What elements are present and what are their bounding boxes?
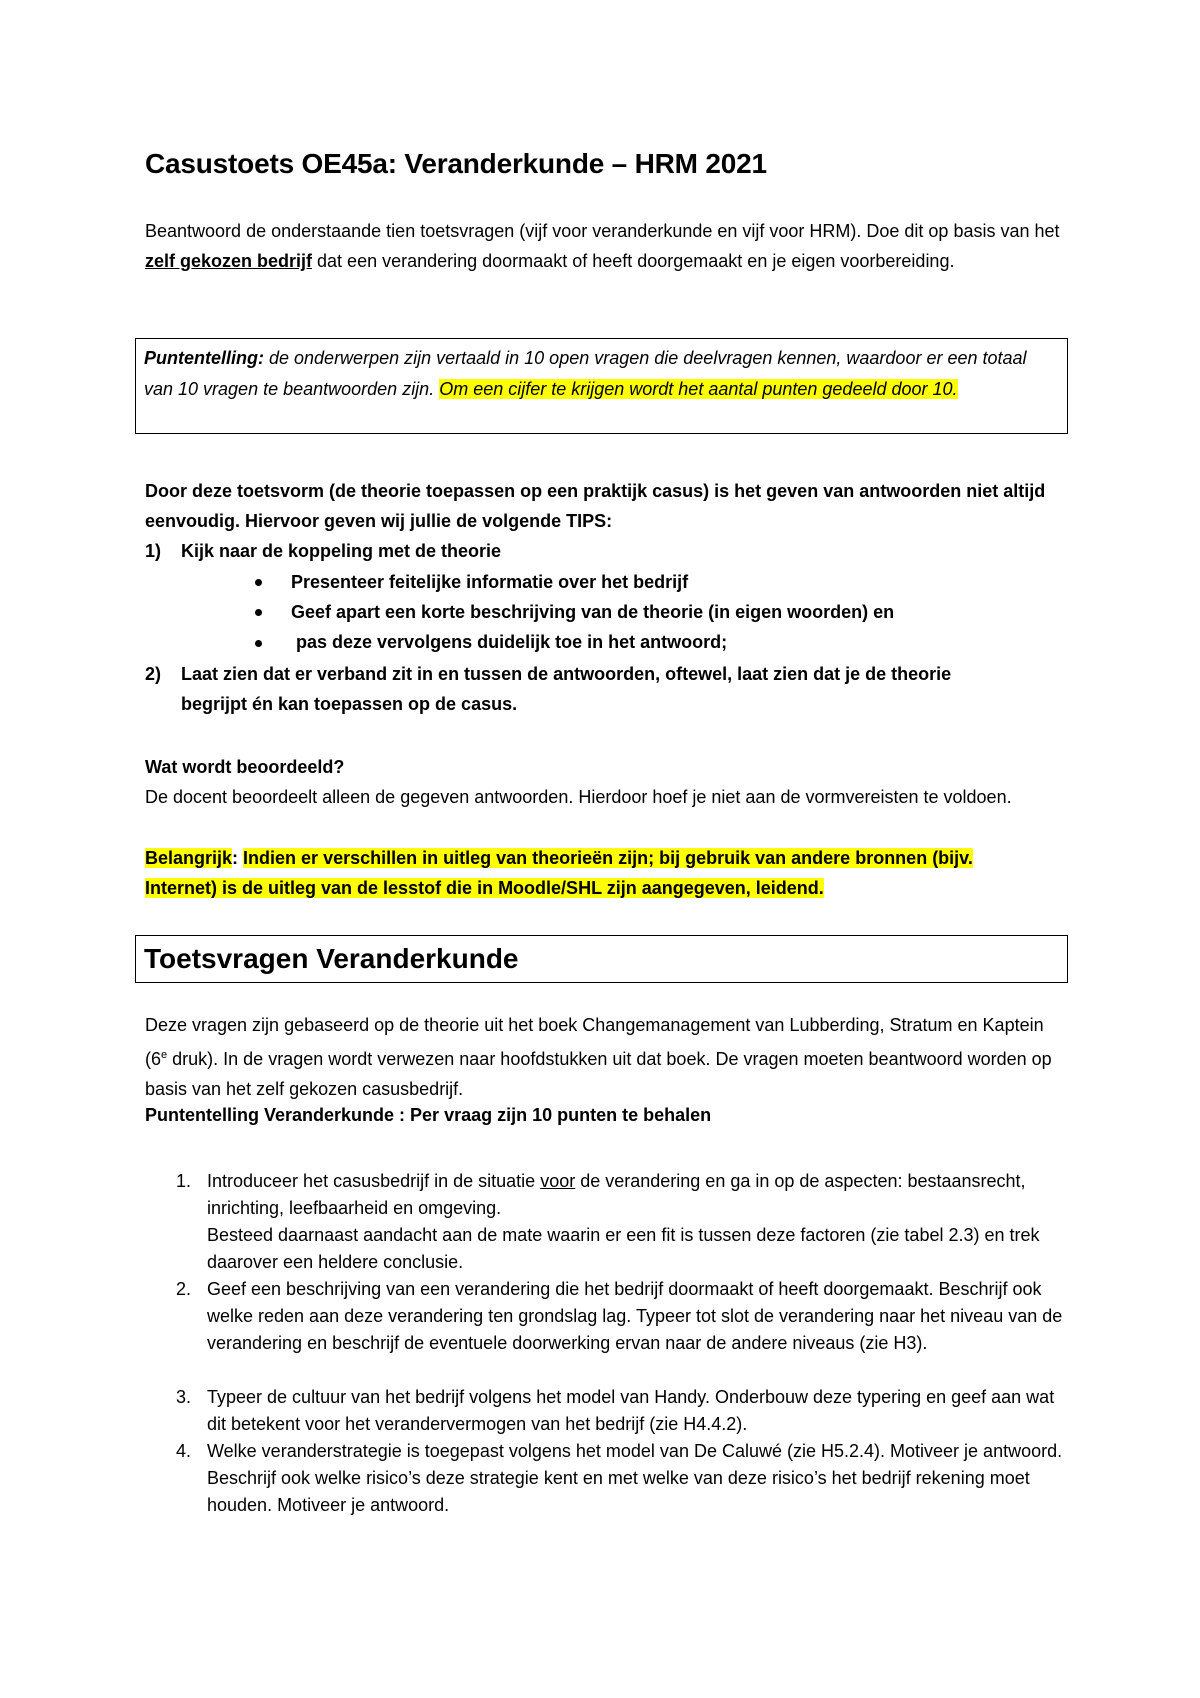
tip-1-text: Kijk naar de koppeling met de theorie xyxy=(181,541,502,561)
question-text: Introduceer het casusbedrijf in de situatie xyxy=(207,1171,541,1191)
question-number: 4. xyxy=(176,1441,192,1461)
important-label: Belangrijk xyxy=(145,848,233,868)
superscript: e xyxy=(161,1049,168,1061)
assessment-text: De docent beoordeelt alleen de gegeven antwoorden. Hierdoor hoef je niet aan de vormvereisten te voldoen. xyxy=(145,787,1012,807)
question-subtext: Beschrijf ook welke risico’s deze strategie kent en met welke van deze risico’s het bedrijf rekening moet houden. Motiveer je antwoord. xyxy=(207,1468,1030,1515)
scoring-box-text: de onderwerpen zijn vertaald in 10 open vragen die deelvragen kennen, waardoor er een totaal van 10 vragen te beantwoorden zijn. xyxy=(144,348,1027,399)
question-2: Geef een beschrijving van een verandering die het bedrijf doormaakt of heeft doorgemaakt. Beschrijf ook welke reden aan deze verandering ten grondslag lag. Typeer tot slot de verandering naar het niveau van de verandering en beschrijf de eventuele doorwerking ervan naar de andere niveaus (zie H3). xyxy=(207,1279,1063,1353)
intro-text-end: dat een verandering doormaakt of heeft doorgemaakt en je eigen voorbereiding. xyxy=(312,251,955,271)
bullet-icon xyxy=(255,609,262,616)
question-4 xyxy=(207,1438,1067,1519)
important-note xyxy=(145,843,1060,903)
section-intro-text: Deze vragen zijn gebaseerd op de theorie uit het boek Changemanagement van Lubberding, Stratum en Kaptein (6 xyxy=(145,1015,1044,1069)
intro-paragraph xyxy=(145,216,1060,276)
bullet-icon xyxy=(255,640,262,647)
scoring-box-label: Puntentelling: xyxy=(144,348,264,368)
bullet-item: Geef apart een korte beschrijving van de theorie (in eigen woorden) en xyxy=(291,602,895,622)
bullet-item: pas deze vervolgens duidelijk toe in het antwoord; xyxy=(296,632,728,652)
tip-2-text-line-2: begrijpt én kan toepassen op de casus. xyxy=(181,694,518,714)
bullet-item: Presenteer feitelijke informatie over het bedrijf xyxy=(291,572,689,592)
question-subtext: Besteed daarnaast aandacht aan de mate waarin er een fit is tussen deze factoren (zie tabel 2.3) en trek daarover een heldere conclusie. xyxy=(207,1225,1040,1272)
important-text-line-2: Internet) is de uitleg van de lesstof die in Moodle/SHL zijn aangegeven, leidend. xyxy=(145,878,824,898)
section-intro-text-end: druk). In de vragen wordt verwezen naar hoofdstukken uit dat boek. De vragen moeten beantwoord worden op basis van het zelf gekozen casusbedrijf. xyxy=(145,1049,1052,1099)
section-intro xyxy=(145,1010,1060,1104)
question-underline: voor xyxy=(540,1171,576,1191)
scoring-box xyxy=(135,338,1068,434)
tip-2-number: 2) xyxy=(145,664,162,684)
question-text-cont: de verandering en ga in op de aspecten: bestaansrecht, inrichting, leefbaarheid en omgeving. xyxy=(207,1171,1026,1218)
question-1 xyxy=(207,1168,1067,1276)
important-colon: : xyxy=(232,848,239,868)
tip-2-text-line-1: Laat zien dat er verband zit in en tussen de antwoorden, oftewel, laat zien dat je de theorie xyxy=(181,664,952,684)
question-number: 1. xyxy=(176,1171,192,1191)
scoring-line: Puntentelling Veranderkunde : Per vraag zijn 10 punten te behalen xyxy=(145,1105,712,1125)
question-number: 2. xyxy=(176,1279,192,1299)
section-heading: Toetsvragen Veranderkunde xyxy=(135,935,1068,983)
question-3: Typeer de cultuur van het bedrijf volgens het model van Handy. Onderbouw deze typering en geef aan wat dit betekent voor het verandervermogen van het bedrijf (zie H4.4.2). xyxy=(207,1387,1055,1434)
intro-text: Beantwoord de onderstaande tien toetsvragen (vijf voor veranderkunde en vijf voor HRM). Doe dit op basis van het xyxy=(145,221,1060,241)
scoring-box-highlight: Om een cijfer te krijgen wordt het aantal punten gedeeld door 10. xyxy=(439,379,958,399)
assessment-heading: Wat wordt beoordeeld? xyxy=(145,757,345,777)
tips-intro: Door deze toetsvorm (de theorie toepassen op een praktijk casus) is het geven van antwoorden niet altijd eenvoudig. Hiervoor geven wij jullie de volgende TIPS: xyxy=(145,481,1046,531)
question-text: Welke veranderstrategie is toegepast volgens het model van De Caluwé (zie H5.2.4). Motiveer je antwoord. xyxy=(207,1441,1063,1461)
question-number: 3. xyxy=(176,1387,192,1407)
bullet-icon xyxy=(255,579,262,586)
intro-emphasis: zelf gekozen bedrijf xyxy=(145,251,313,271)
important-text-line-1: Indien er verschillen in uitleg van theorieën zijn; bij gebruik van andere bronnen (bijv. xyxy=(243,848,973,868)
tip-1-number: 1) xyxy=(145,541,162,561)
page-title: Casustoets OE45a: Veranderkunde – HRM 2021 xyxy=(145,148,767,179)
